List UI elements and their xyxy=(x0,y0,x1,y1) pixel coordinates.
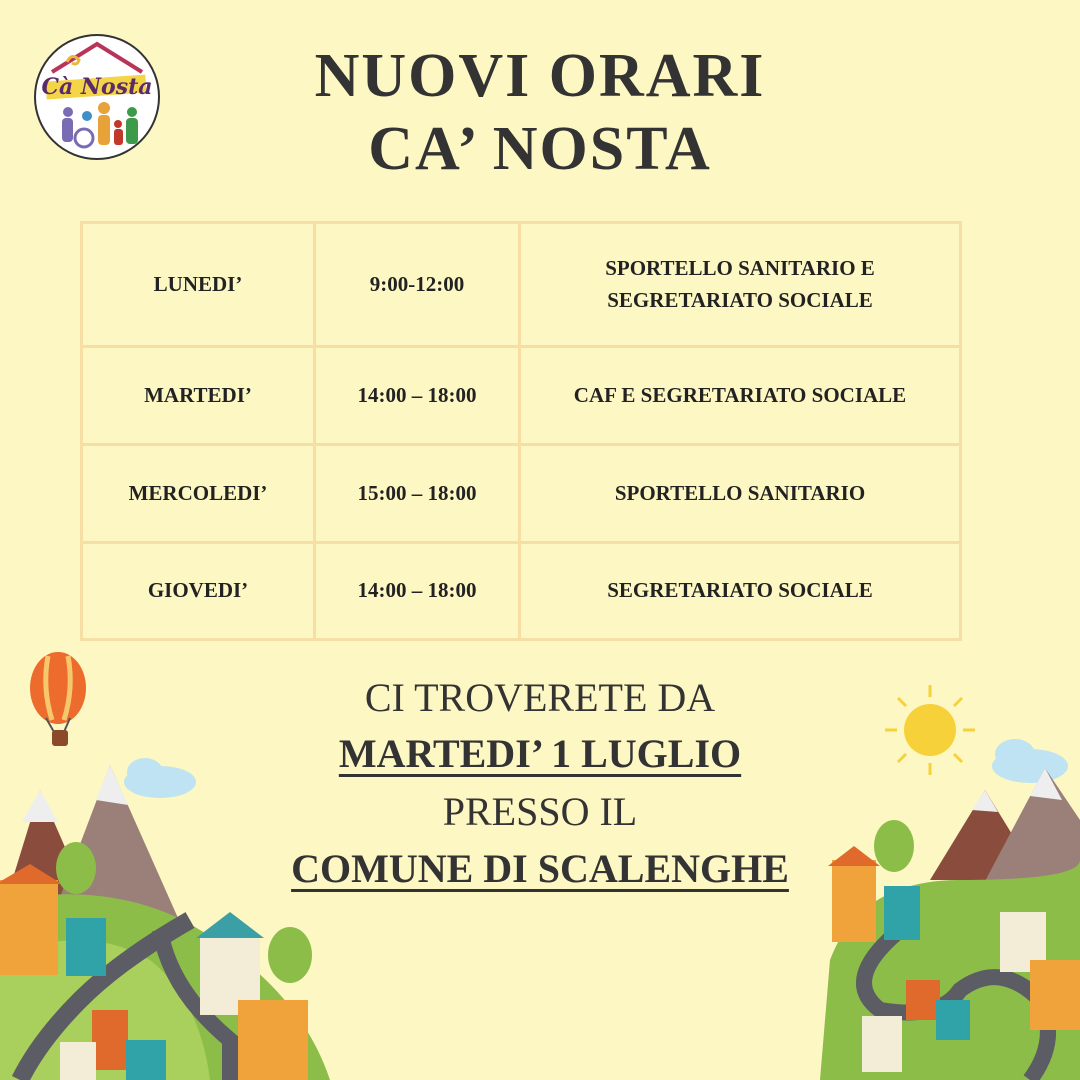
message-line1: CI TROVERETE DA xyxy=(364,675,716,720)
service-cell: SEGRETARIATO SOCIALE xyxy=(520,543,961,640)
day-cell: GIOVEDI’ xyxy=(82,543,315,640)
service-cell: CAF E SEGRETARIATO SOCIALE xyxy=(520,347,961,445)
service-line: SEGRETARIATO SOCIALE xyxy=(607,287,873,312)
svg-text:Cà Nosta: Cà Nosta xyxy=(41,74,153,100)
message-location: COMUNE DI SCALENGHE xyxy=(291,846,789,891)
day-cell: MARTEDI’ xyxy=(82,347,315,445)
service-line: SPORTELLO SANITARIO E xyxy=(605,256,875,280)
page-title-line2: CA’ NOSTA xyxy=(368,115,712,183)
message-line3: PRESSO IL xyxy=(442,789,638,834)
time-cell: 14:00 – 18:00 xyxy=(315,543,520,640)
time-cell: 9:00-12:00 xyxy=(315,223,520,347)
page-title-line1: NUOVI ORARI xyxy=(314,42,766,110)
day-cell: MERCOLEDI’ xyxy=(82,445,315,543)
hot-air-balloon-icon xyxy=(30,652,86,746)
message-date: MARTEDI’ 1 LUGLIO xyxy=(338,731,742,776)
time-cell: 14:00 – 18:00 xyxy=(315,347,520,445)
day-cell: LUNEDI’ xyxy=(82,223,315,347)
time-cell: 15:00 – 18:00 xyxy=(315,445,520,543)
service-cell: SPORTELLO SANITARIO xyxy=(520,445,961,543)
